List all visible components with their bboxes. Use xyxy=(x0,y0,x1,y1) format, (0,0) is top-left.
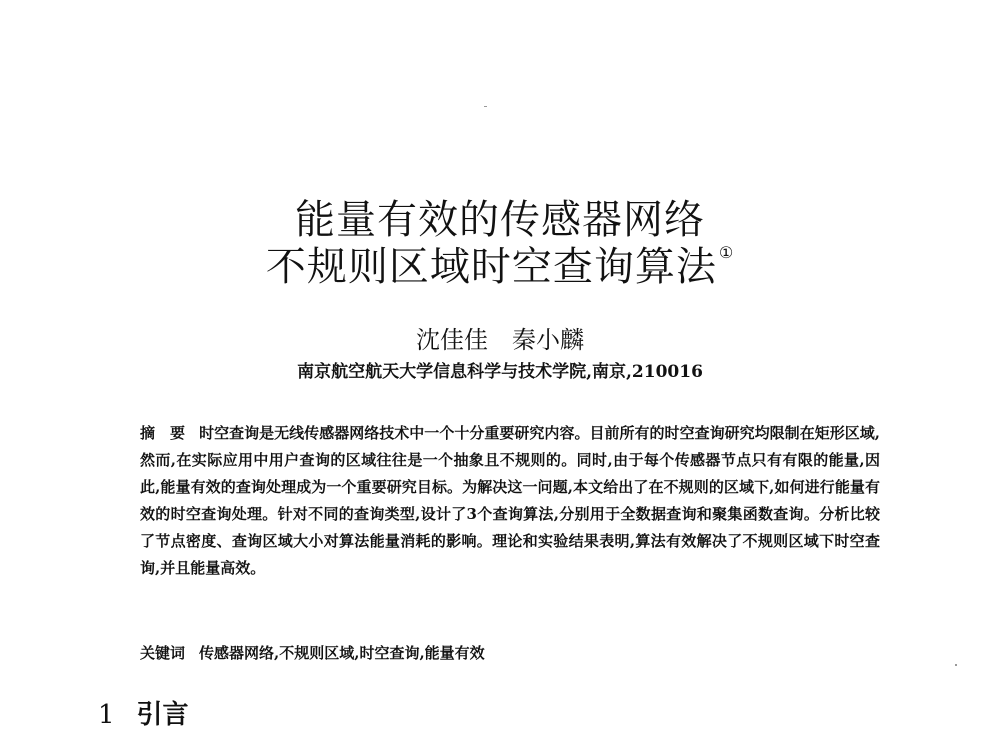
affiliation: 南京航空航天大学信息科学与技术学院,南京,210016 xyxy=(297,362,703,382)
keywords-label: 关键词 xyxy=(140,644,186,662)
paper-title-line-1: 能量有效的传感器网络 xyxy=(295,197,705,243)
abstract-label: 摘 要 xyxy=(140,424,186,442)
section-heading xyxy=(98,694,189,731)
abstract-text: 时空查询是无线传感器网络技术中一个十分重要研究内容。目前所有的时空查询研究均限制在矩形区域,然而,在实际应用中用户查询的区域往往是一个抽象且不规则的。同时,由于每个传感器节点只有有限的能量,因此,能量有效的查询处理成为一个重要研究目标。为解决这一问题,本文给出了在不规则的区域下,如何进行能量有效的时空查询处理。针对不同的查询类型,设计了3个查询算法,分别用于全数据查询和聚集函数查询。分析比较了节点密度、查询区域大小对算法能量消耗的影响。理论和实验结果表明,算法有效解决了不规则区域下时空查询,并且能量高效。 xyxy=(140,424,880,577)
author-list: 沈佳佳 秦小麟 xyxy=(416,326,584,354)
scan-speck xyxy=(955,664,957,666)
abstract xyxy=(140,420,880,582)
footnote-marker: ① xyxy=(718,243,735,262)
keywords xyxy=(140,642,880,663)
paper-title-line-2-text: 不规则区域时空查询算法 xyxy=(265,244,717,290)
keywords-text: 传感器网络,不规则区域,时空查询,能量有效 xyxy=(199,644,485,662)
scan-speck xyxy=(484,106,487,107)
section-number: 1 xyxy=(98,700,115,730)
section-title: 引言 xyxy=(136,700,189,730)
paper-title-line-2 xyxy=(0,243,1000,290)
